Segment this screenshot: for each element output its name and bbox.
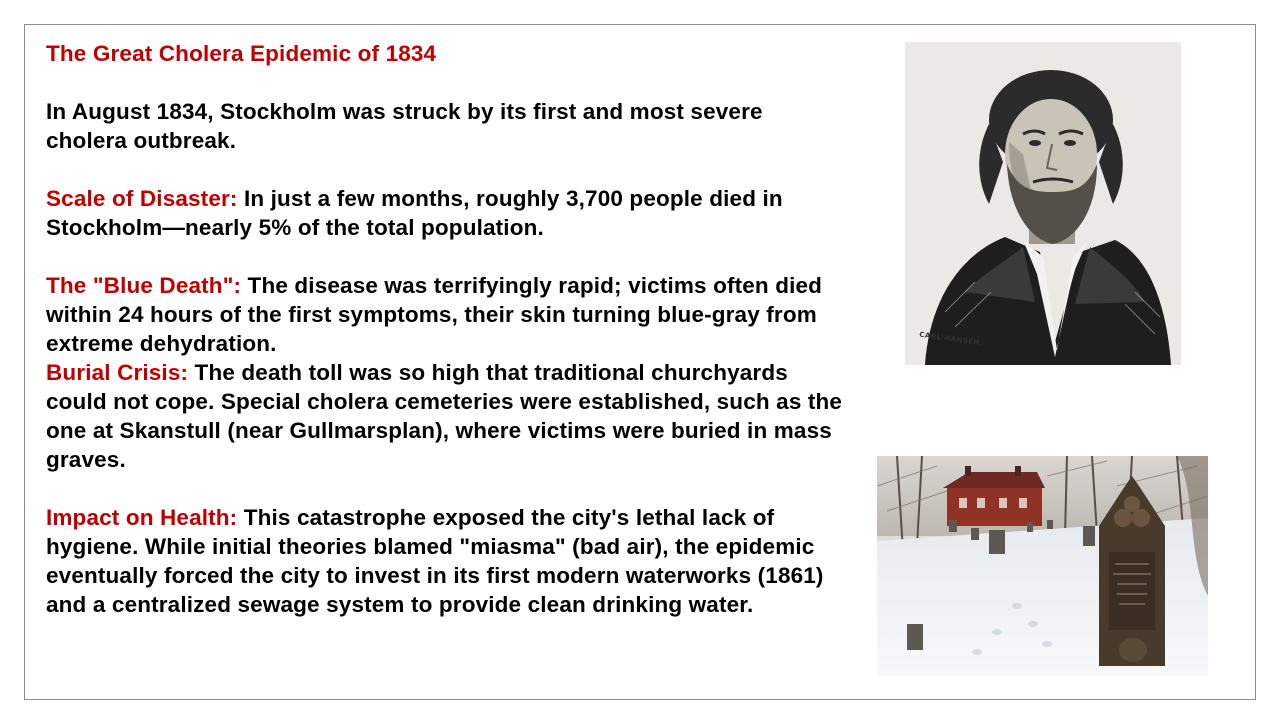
blue-death-text: The disease was terrifyingly rapid; victims often died within 24 hours of the first symptoms, their skin turning blue-gray from extreme dehydration.: [46, 273, 823, 356]
scale-text: In just a few months, roughly 3,700 people died in Stockholm—nearly 5% of the total population.: [46, 186, 783, 240]
slide: [24, 24, 1256, 700]
cemetery-photo: [877, 456, 1208, 676]
impact-text: This catastrophe exposed the city's lethal lack of hygiene. While initial theories blamed "miasma" (bad air), the epidemic eventually forced the city to invest in its first modern waterworks (1861) and a centralized sewage system to provide clean drinking water.: [46, 505, 824, 617]
blue-death-paragraph: [46, 271, 846, 358]
cemetery-scene: [877, 456, 1208, 676]
scale-label: Scale of Disaster:: [46, 186, 238, 211]
portrait-image: [905, 42, 1181, 365]
burial-label: Burial Crisis:: [46, 360, 189, 385]
burial-paragraph: [46, 358, 846, 474]
burial-text: The death toll was so high that traditional churchyards could not cope. Special cholera cemeteries were established, such as the one at Skanstull (near Gullmarsplan), where victims were buried in mass graves.: [46, 360, 843, 472]
slide-title: The Great Cholera Epidemic of 1834: [46, 41, 437, 66]
slide-text: [46, 39, 846, 619]
intro-paragraph: In August 1834, Stockholm was struck by its first and most severe cholera outbreak.: [46, 99, 763, 153]
impact-paragraph: [46, 503, 846, 619]
blue-death-label: The "Blue Death":: [46, 273, 242, 298]
scale-paragraph: [46, 184, 846, 242]
portrait-signature: CARL HANSEN.: [918, 330, 984, 348]
impact-label: Impact on Health:: [46, 505, 238, 530]
portrait-engraving: [905, 42, 1181, 365]
